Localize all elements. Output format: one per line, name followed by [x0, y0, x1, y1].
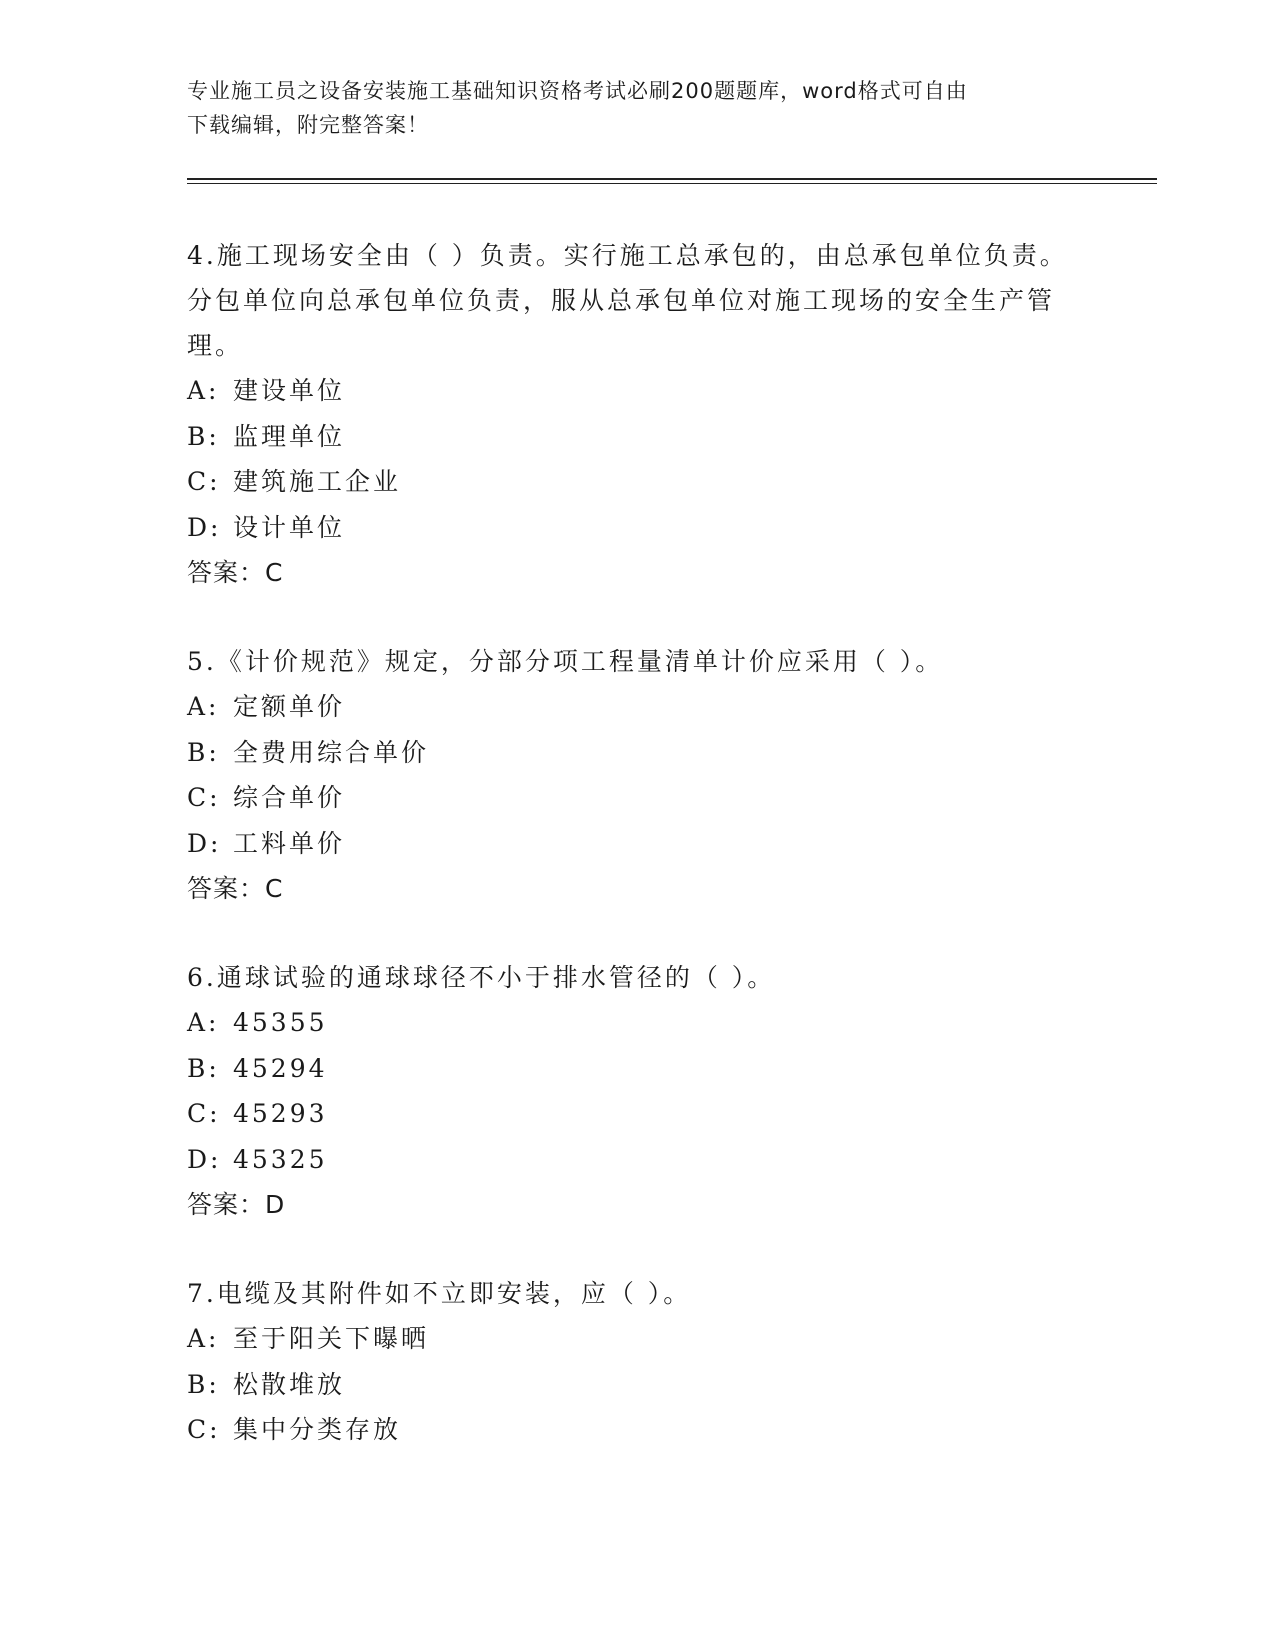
- option-c: [187, 1091, 1087, 1137]
- option-d: [187, 505, 1087, 551]
- option-text: 松散堆放: [233, 1369, 346, 1399]
- header-line-1: 专业施工员之设备安装施工基础知识资格考试必刷200题题库，word格式可自由: [187, 79, 968, 103]
- option-b: [187, 1046, 1087, 1092]
- header-divider-thin: [187, 183, 1157, 184]
- question-7: [187, 1271, 1087, 1453]
- question-stem: 4.施工现场安全由（ ）负责。实行施工总承包的，由总承包单位负责。分包单位向总承包单位负责，服从总承包单位对施工现场的安全生产管理。: [187, 241, 1068, 360]
- option-letter: A:: [187, 376, 220, 405]
- option-letter: C:: [187, 467, 221, 496]
- answer-line: 答案：D: [187, 1190, 286, 1219]
- option-letter: A:: [187, 692, 220, 721]
- option-text: 工料单价: [233, 828, 346, 858]
- option-text: 45293: [233, 1099, 328, 1128]
- option-letter: D:: [187, 1144, 222, 1174]
- option-a: [187, 368, 1087, 414]
- option-text: 综合单价: [233, 783, 346, 812]
- option-letter: C:: [187, 1099, 221, 1128]
- question-list: [187, 233, 1087, 1497]
- option-text: 45325: [233, 1144, 328, 1174]
- question-stem: 5.《计价规范》规定，分部分项工程量清单计价应采用（ ）。: [187, 647, 944, 676]
- header-divider-thick: [187, 178, 1157, 180]
- option-text: 监理单位: [233, 421, 346, 451]
- option-letter: B:: [187, 421, 220, 451]
- option-letter: A:: [187, 1008, 220, 1037]
- option-letter: C:: [187, 783, 221, 812]
- option-b: [187, 1362, 1087, 1408]
- question-stem: 7.电缆及其附件如不立即安装，应（ ）。: [187, 1279, 692, 1308]
- answer-line: 答案：C: [187, 874, 284, 903]
- option-c: [187, 1407, 1087, 1453]
- question-stem: 6.通球试验的通球球径不小于排水管径的（ ）。: [187, 963, 776, 992]
- option-text: 45294: [233, 1053, 328, 1083]
- question-4: [187, 233, 1087, 595]
- option-letter: A:: [187, 1324, 220, 1353]
- option-b: [187, 414, 1087, 460]
- option-letter: C:: [187, 1415, 221, 1444]
- option-text: 定额单价: [233, 692, 346, 721]
- option-b: [187, 730, 1087, 776]
- option-letter: B:: [187, 737, 220, 767]
- option-letter: D:: [187, 512, 222, 542]
- option-d: [187, 821, 1087, 867]
- option-letter: B:: [187, 1053, 220, 1083]
- option-letter: D:: [187, 828, 222, 858]
- option-letter: B:: [187, 1369, 220, 1399]
- question-6: [187, 955, 1087, 1227]
- option-text: 45355: [233, 1008, 328, 1037]
- header-line-2: 下载编辑，附完整答案！: [187, 113, 429, 137]
- option-d: [187, 1137, 1087, 1183]
- option-text: 设计单位: [233, 512, 346, 542]
- option-a: [187, 1316, 1087, 1362]
- answer-line: 答案：C: [187, 558, 284, 587]
- option-text: 至于阳关下曝晒: [233, 1324, 430, 1353]
- option-text: 建筑施工企业: [233, 467, 402, 496]
- option-text: 集中分类存放: [233, 1415, 402, 1444]
- question-5: [187, 639, 1087, 911]
- document-header: [187, 74, 1087, 142]
- option-a: [187, 1000, 1087, 1046]
- option-c: [187, 775, 1087, 821]
- option-text: 建设单位: [233, 376, 346, 405]
- option-a: [187, 684, 1087, 730]
- option-c: [187, 459, 1087, 505]
- option-text: 全费用综合单价: [233, 737, 430, 767]
